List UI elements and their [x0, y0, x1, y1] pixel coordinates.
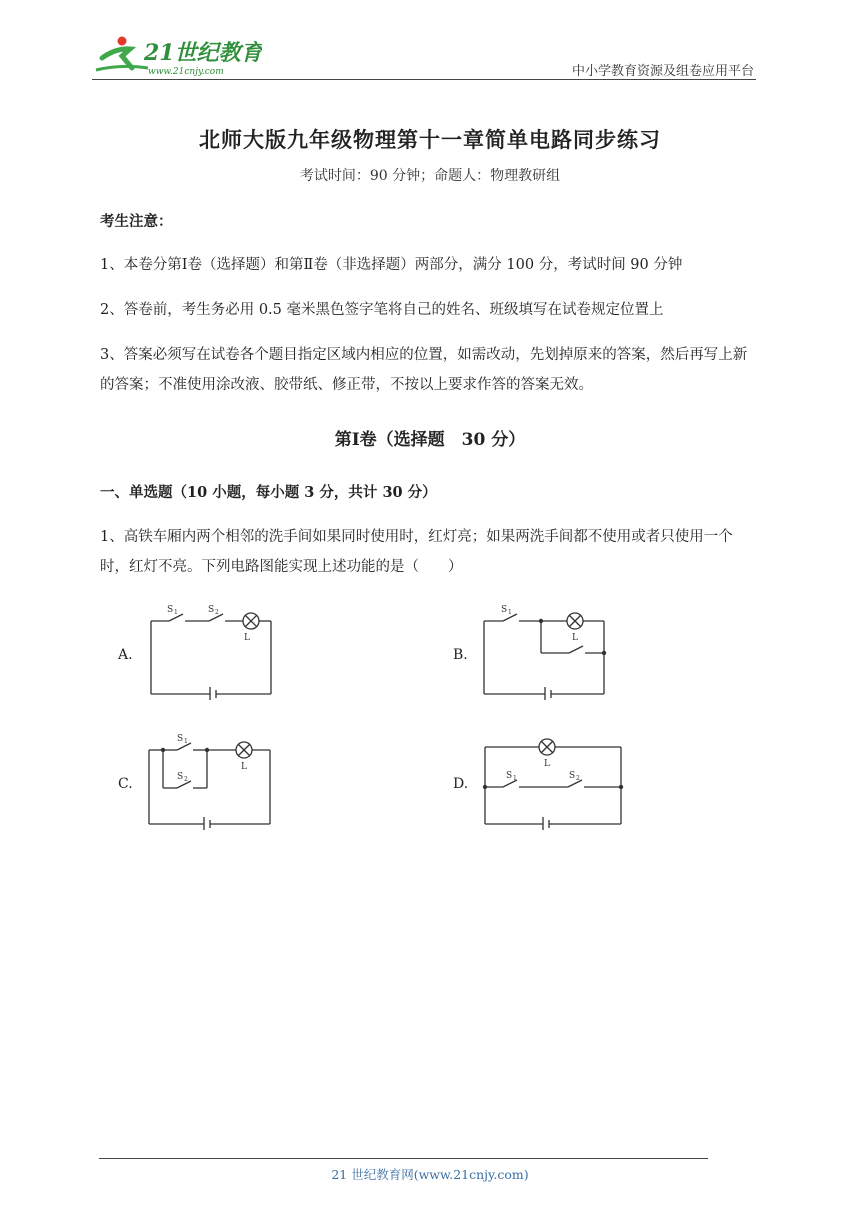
svg-text:2: 2	[576, 775, 580, 782]
svg-text:L: L	[244, 633, 250, 643]
svg-text:S: S	[177, 772, 184, 782]
circuit-c-diagram	[140, 728, 280, 830]
platform-name: 中小学教育资源及组卷应用平台	[571, 64, 754, 79]
notice-item-2: 2、答卷前，考生务必用 0.5 毫米黑色签字笔将自己的姓名、班级填写在试卷规定位置上	[100, 302, 664, 318]
option-d-label: D.	[453, 776, 469, 792]
notice-item-1: 1、本卷分第Ⅰ卷（选择题）和第Ⅱ卷（非选择题）两部分，满分 100 分，考试时间 90 分钟	[100, 257, 683, 273]
svg-text:1: 1	[174, 609, 178, 616]
logo-figure-head	[118, 37, 127, 46]
logo	[92, 34, 262, 78]
document-subtitle: 考试时间：90 分钟；命题人：物理教研组	[299, 168, 561, 184]
logo-text: 21世纪教育	[144, 40, 262, 66]
option-c-label: C.	[118, 776, 133, 792]
notice-title: 考生注意：	[100, 213, 173, 230]
svg-text:2: 2	[184, 776, 188, 783]
svg-text:L: L	[241, 762, 247, 772]
switch-s2	[568, 780, 582, 787]
header-divider	[92, 79, 756, 80]
section-title: 第Ⅰ卷（选择题 30 分）	[334, 430, 526, 450]
circuit-a-diagram	[140, 598, 280, 700]
footer-divider	[99, 1158, 708, 1159]
switch-s2	[569, 646, 583, 653]
svg-text:L: L	[572, 633, 578, 643]
option-a-label: A.	[118, 647, 133, 663]
svg-text:S: S	[208, 605, 215, 615]
svg-text:S: S	[506, 771, 513, 781]
svg-text:1: 1	[184, 738, 188, 745]
circuit-d-diagram	[475, 728, 625, 830]
svg-text:2: 2	[215, 609, 219, 616]
svg-text:S: S	[569, 771, 576, 781]
svg-text:1: 1	[508, 609, 512, 616]
svg-text:L: L	[544, 759, 550, 769]
question-1-text: 1、高铁车厢内两个相邻的洗手间如果同时使用时，红灯亮；如果两洗手间都不使用或者只使用一个时，红灯不亮。下列电路图能实现上述功能的是（ ）	[100, 529, 733, 575]
svg-text:S: S	[167, 605, 174, 615]
svg-text:S: S	[177, 734, 184, 744]
subsection-title: 一、单选题（10 小题，每小题 3 分，共计 30 分）	[100, 484, 437, 501]
svg-text:1: 1	[513, 775, 517, 782]
option-b-label: B.	[453, 647, 468, 663]
document-title: 北师大版九年级物理第十一章简单电路同步练习	[199, 127, 661, 152]
circuit-b-diagram	[475, 598, 615, 700]
notice-item-3: 3、答案必须写在试卷各个题目指定区域内相应的位置，如需改动，先划掉原来的答案，然后再写上新的答案；不准使用涂改液、胶带纸、修正带，不按以上要求作答的答案无效。	[100, 347, 748, 393]
svg-text:S: S	[501, 605, 508, 615]
footer-link[interactable]: 21 世纪教育网(www.21cnjy.com)	[331, 1167, 529, 1182]
logo-url: www.21cnjy.com	[148, 67, 224, 77]
